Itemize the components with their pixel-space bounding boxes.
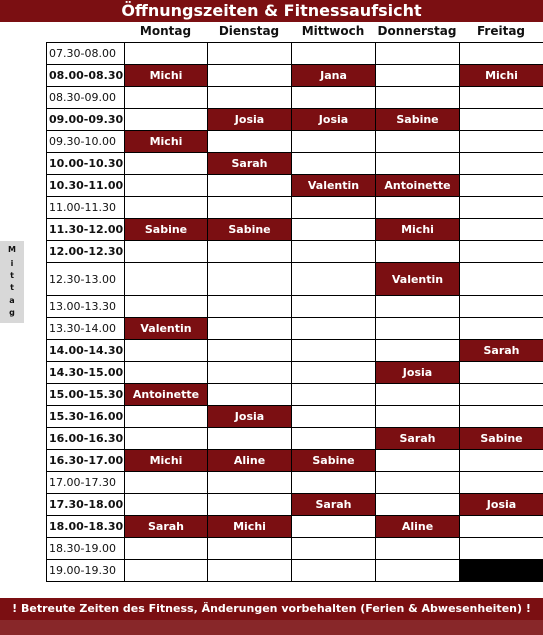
schedule-cell bbox=[460, 406, 543, 428]
schedule-cell bbox=[208, 340, 292, 362]
schedule-cell bbox=[460, 87, 543, 109]
mittag-side-label bbox=[0, 241, 24, 323]
schedule-cell bbox=[292, 296, 376, 318]
schedule-cell bbox=[292, 516, 376, 538]
schedule-cell bbox=[292, 362, 376, 384]
schedule-cell bbox=[208, 538, 292, 560]
table-row bbox=[47, 219, 543, 241]
schedule-cell bbox=[460, 241, 543, 263]
table-row bbox=[47, 175, 543, 197]
day-header-dienstag: Dienstag bbox=[218, 24, 280, 38]
schedule-cell bbox=[376, 241, 460, 263]
schedule-cell bbox=[460, 263, 543, 296]
schedule-cell bbox=[208, 87, 292, 109]
time-slot: 16.00-16.30 bbox=[47, 428, 125, 450]
schedule-cell bbox=[125, 109, 208, 131]
time-slot: 18.30-19.00 bbox=[47, 538, 125, 560]
table-row bbox=[47, 384, 543, 406]
schedule-cell bbox=[376, 318, 460, 340]
schedule-cell bbox=[292, 131, 376, 153]
schedule-cell: Valentin bbox=[125, 318, 208, 340]
schedule-cell bbox=[460, 109, 543, 131]
schedule-cell bbox=[292, 560, 376, 582]
time-slot: 10.30-11.00 bbox=[47, 175, 125, 197]
schedule-cell bbox=[125, 197, 208, 219]
schedule-cell bbox=[460, 318, 543, 340]
schedule-cell bbox=[376, 131, 460, 153]
mittag-letter: t bbox=[10, 271, 14, 280]
schedule-cell bbox=[125, 87, 208, 109]
table-row bbox=[47, 65, 543, 87]
schedule-cell bbox=[376, 538, 460, 560]
schedule-cell bbox=[292, 43, 376, 65]
schedule-cell: Michi bbox=[460, 65, 543, 87]
table-row bbox=[47, 263, 543, 296]
schedule-cell bbox=[208, 472, 292, 494]
schedule-cell bbox=[376, 296, 460, 318]
schedule-cell: Josia bbox=[208, 406, 292, 428]
schedule-cell: Michi bbox=[125, 65, 208, 87]
schedule-cell bbox=[125, 362, 208, 384]
time-slot: 15.30-16.00 bbox=[47, 406, 125, 428]
time-slot: 09.00-09.30 bbox=[47, 109, 125, 131]
schedule-cell bbox=[460, 516, 543, 538]
time-slot: 11.30-12.00 bbox=[47, 219, 125, 241]
schedule-cell bbox=[125, 175, 208, 197]
schedule-cell: Antoinette bbox=[376, 175, 460, 197]
schedule-cell bbox=[208, 318, 292, 340]
schedule-cell bbox=[208, 362, 292, 384]
page-title: Öffnungszeiten & Fitnessaufsicht bbox=[0, 0, 543, 22]
schedule-cell bbox=[376, 65, 460, 87]
schedule-cell: Valentin bbox=[292, 175, 376, 197]
table-row bbox=[47, 516, 543, 538]
schedule-cell: Sabine bbox=[460, 428, 543, 450]
table-row bbox=[47, 560, 543, 582]
schedule-cell bbox=[376, 560, 460, 582]
schedule-cell bbox=[292, 384, 376, 406]
schedule-cell bbox=[292, 219, 376, 241]
schedule-cell bbox=[460, 175, 543, 197]
time-slot: 12.00-12.30 bbox=[47, 241, 125, 263]
table-row bbox=[47, 109, 543, 131]
mittag-letter: g bbox=[9, 308, 15, 317]
time-slot: 16.30-17.00 bbox=[47, 450, 125, 472]
schedule-cell bbox=[292, 153, 376, 175]
schedule-cell: Josia bbox=[376, 362, 460, 384]
time-slot: 17.30-18.00 bbox=[47, 494, 125, 516]
schedule-cell bbox=[460, 153, 543, 175]
schedule-cell bbox=[125, 406, 208, 428]
time-slot: 11.00-11.30 bbox=[47, 197, 125, 219]
schedule-cell: Josia bbox=[208, 109, 292, 131]
mittag-letter: t bbox=[10, 283, 14, 292]
table-row bbox=[47, 538, 543, 560]
schedule-cell bbox=[292, 538, 376, 560]
schedule-cell: Michi bbox=[125, 131, 208, 153]
schedule-cell bbox=[460, 43, 543, 65]
schedule-cell bbox=[292, 197, 376, 219]
day-header-freitag: Freitag bbox=[476, 24, 526, 38]
schedule-cell: Valentin bbox=[376, 263, 460, 296]
footer-divider bbox=[0, 620, 543, 635]
schedule-cell bbox=[292, 241, 376, 263]
schedule-cell bbox=[460, 472, 543, 494]
schedule-cell bbox=[125, 263, 208, 296]
schedule-cell bbox=[208, 43, 292, 65]
schedule-cell: Aline bbox=[376, 516, 460, 538]
footer-notice: ! Betreute Zeiten des Fitness, Änderungen vorbehalten (Ferien & Abwesenheiten) ! bbox=[0, 598, 543, 620]
time-slot: 18.00-18.30 bbox=[47, 516, 125, 538]
schedule-cell bbox=[292, 406, 376, 428]
time-slot: 13.00-13.30 bbox=[47, 296, 125, 318]
schedule-cell bbox=[208, 197, 292, 219]
time-slot: 19.00-19.30 bbox=[47, 560, 125, 582]
table-row bbox=[47, 241, 543, 263]
schedule-cell bbox=[125, 472, 208, 494]
table-row bbox=[47, 450, 543, 472]
schedule-cell bbox=[125, 538, 208, 560]
table-row bbox=[47, 406, 543, 428]
schedule-cell bbox=[376, 406, 460, 428]
schedule-cell bbox=[292, 263, 376, 296]
schedule-cell bbox=[376, 197, 460, 219]
schedule-cell: Sarah bbox=[125, 516, 208, 538]
schedule-cell bbox=[208, 175, 292, 197]
table-row bbox=[47, 87, 543, 109]
time-slot: 09.30-10.00 bbox=[47, 131, 125, 153]
schedule-cell: Michi bbox=[125, 450, 208, 472]
schedule-cell bbox=[208, 494, 292, 516]
time-slot: 17.00-17.30 bbox=[47, 472, 125, 494]
schedule-cell bbox=[125, 43, 208, 65]
mittag-letter: M bbox=[8, 245, 16, 254]
schedule-cell bbox=[376, 450, 460, 472]
schedule-cell: Sabine bbox=[125, 219, 208, 241]
time-slot: 14.00-14.30 bbox=[47, 340, 125, 362]
schedule-cell bbox=[125, 296, 208, 318]
schedule-cell bbox=[376, 384, 460, 406]
schedule-cell bbox=[292, 340, 376, 362]
schedule-cell: Sabine bbox=[292, 450, 376, 472]
schedule-cell: Aline bbox=[208, 450, 292, 472]
schedule-cell bbox=[460, 384, 543, 406]
schedule-cell: Sarah bbox=[208, 153, 292, 175]
time-slot: 07.30-08.00 bbox=[47, 43, 125, 65]
schedule-cell bbox=[460, 560, 543, 582]
time-slot: 10.00-10.30 bbox=[47, 153, 125, 175]
schedule-cell bbox=[376, 340, 460, 362]
table-row bbox=[47, 318, 543, 340]
schedule-cell bbox=[460, 538, 543, 560]
schedule-cell bbox=[460, 197, 543, 219]
schedule-cell bbox=[208, 384, 292, 406]
schedule-cell: Sabine bbox=[208, 219, 292, 241]
table-row bbox=[47, 472, 543, 494]
time-slot: 12.30-13.00 bbox=[47, 263, 125, 296]
table-row bbox=[47, 494, 543, 516]
schedule-cell bbox=[208, 65, 292, 87]
schedule-cell bbox=[376, 153, 460, 175]
schedule-cell bbox=[460, 131, 543, 153]
day-header-montag: Montag bbox=[139, 24, 192, 38]
schedule-cell bbox=[292, 318, 376, 340]
schedule-cell: Michi bbox=[208, 516, 292, 538]
schedule-cell bbox=[460, 450, 543, 472]
schedule-cell: Jana bbox=[292, 65, 376, 87]
schedule-cell bbox=[208, 428, 292, 450]
time-slot: 14.30-15.00 bbox=[47, 362, 125, 384]
schedule-cell bbox=[208, 560, 292, 582]
schedule-cell bbox=[460, 362, 543, 384]
schedule-cell bbox=[376, 43, 460, 65]
schedule-cell bbox=[292, 428, 376, 450]
mittag-letter: a bbox=[9, 296, 15, 305]
schedule-cell bbox=[376, 87, 460, 109]
schedule-cell bbox=[208, 131, 292, 153]
schedule-cell bbox=[376, 494, 460, 516]
table-row bbox=[47, 131, 543, 153]
schedule-cell: Sabine bbox=[376, 109, 460, 131]
table-row bbox=[47, 153, 543, 175]
schedule-cell bbox=[125, 153, 208, 175]
schedule-cell bbox=[125, 340, 208, 362]
schedule-cell bbox=[292, 472, 376, 494]
schedule-cell: Sarah bbox=[460, 340, 543, 362]
schedule-cell: Sarah bbox=[292, 494, 376, 516]
schedule-cell bbox=[292, 87, 376, 109]
schedule-cell bbox=[460, 219, 543, 241]
schedule-cell bbox=[208, 263, 292, 296]
schedule-cell bbox=[125, 560, 208, 582]
day-header-mittwoch: Mittwoch bbox=[301, 24, 365, 38]
time-slot: 15.00-15.30 bbox=[47, 384, 125, 406]
schedule-cell: Sarah bbox=[376, 428, 460, 450]
table-row bbox=[47, 362, 543, 384]
schedule-cell bbox=[125, 428, 208, 450]
day-header-donnerstag: Donnerstag bbox=[377, 24, 457, 38]
table-row bbox=[47, 296, 543, 318]
schedule-cell bbox=[376, 472, 460, 494]
schedule-cell bbox=[125, 494, 208, 516]
table-row bbox=[47, 197, 543, 219]
schedule-table bbox=[46, 42, 543, 582]
schedule-cell bbox=[460, 296, 543, 318]
table-row bbox=[47, 428, 543, 450]
schedule-cell: Josia bbox=[292, 109, 376, 131]
schedule-cell bbox=[208, 296, 292, 318]
schedule-cell: Josia bbox=[460, 494, 543, 516]
schedule-cell bbox=[208, 241, 292, 263]
time-slot: 13.30-14.00 bbox=[47, 318, 125, 340]
time-slot: 08.00-08.30 bbox=[47, 65, 125, 87]
schedule-cell bbox=[125, 241, 208, 263]
table-row bbox=[47, 340, 543, 362]
time-slot: 08.30-09.00 bbox=[47, 87, 125, 109]
schedule-cell: Michi bbox=[376, 219, 460, 241]
schedule-cell: Antoinette bbox=[125, 384, 208, 406]
mittag-letter: i bbox=[10, 259, 14, 268]
table-row bbox=[47, 43, 543, 65]
